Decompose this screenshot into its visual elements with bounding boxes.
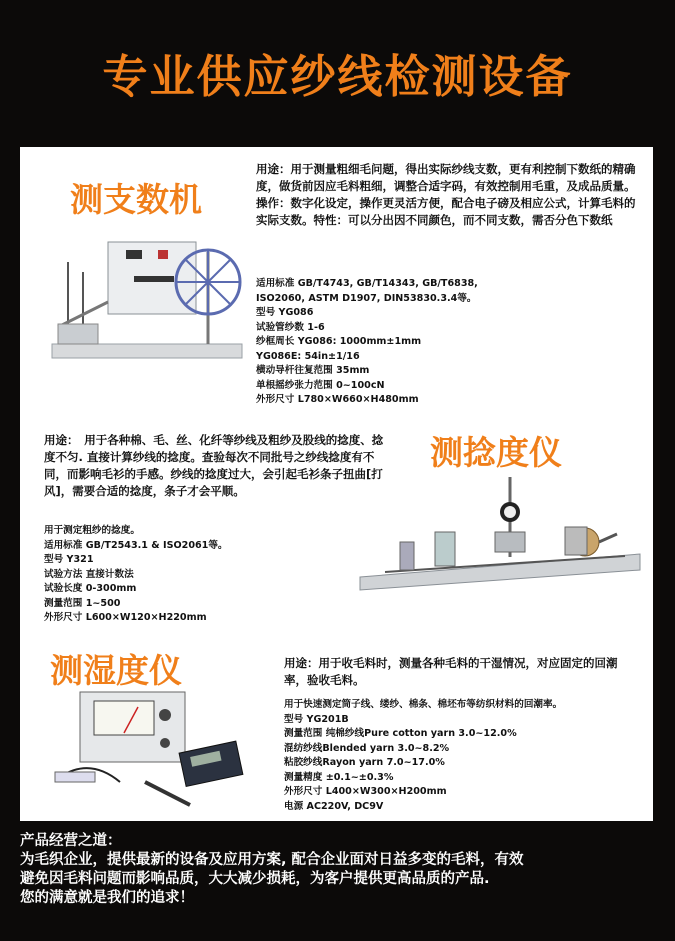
spec-line: 用于测定粗纱的捻度。 (44, 525, 140, 536)
spec-line: 型号 Y321 (44, 554, 94, 565)
spec-line: 试验长度 0-300mm (44, 583, 137, 594)
yarn-count-machine-image (38, 232, 248, 367)
spec-line: 混纺纱线Blended yarn 3.0~8.2% (284, 742, 450, 754)
spec-line: 外形尺寸 L600×W120×H220mm (44, 612, 207, 623)
spec-line: 适用标准 GB/T2543.1 & ISO2061等。 (44, 539, 228, 551)
section-paragraph: 用途： 用于各种棉、毛、丝、化纤等纱线及粗纱及股线的捻度、捻度不匀. 直接计算纱线的捻度。查验每次不同批号之纱线捻度有不同，而影响毛衫的手感。纱线的捻度过大，会引起毛衫条子扭曲[打风]，需要合适的捻度，条子才会平顺。 (44, 433, 384, 498)
moisture-meter-image (50, 687, 270, 812)
section-title-twist-tester: 测捻度仪 (430, 433, 562, 472)
page-title: 专业供应纱线检测设备 (102, 50, 573, 103)
spec-line: 测量范围 纯棉纱线Pure cotton yarn 3.0~12.0% (284, 728, 517, 739)
content-panel (20, 147, 653, 821)
spec-list (256, 277, 478, 408)
footer-line: 为毛织企业，提供最新的设备及应用方案, 配合企业面对日益多变的毛料，有效 (20, 852, 524, 868)
twist-tester-image (355, 472, 645, 592)
spec-list (284, 698, 562, 814)
spec-line: 电源 AC220V, DC9V (284, 800, 384, 812)
spec-line: 纱框周长 YG086: 1000mm±1mm (256, 336, 422, 347)
spec-line: ISO2060, ASTM D1907, DIN53830.3.4等。 (256, 292, 477, 304)
spec-line: 横动导杆往复范围 35mm (256, 365, 370, 376)
spec-line: 测量精度 ±0.1~±0.3% (284, 771, 394, 783)
spec-line: 外形尺寸 L400×W300×H200mm (284, 786, 447, 797)
section-paragraph: 用途：用于收毛料时，测量各种毛料的干湿情况，对应固定的回潮率，验收毛料。 (284, 656, 618, 687)
spec-line: 外形尺寸 L780×W660×H480mm (256, 394, 419, 405)
spec-line: 型号 YG086 (256, 307, 314, 318)
section-paragraph: 用途：用于测量粗细毛问题，得出实际纱线支数，更有利控制下数纸的精确度，做货前因应毛料粗细，调整合适字码，有效控制用毛重，及成品质量。操作：数字化设定，操作更灵活方便，配合电子磅及相应公式，计算毛料的实际支数。特性：可以分出因不同颜色，而不同支数，需否分色下数纸 (256, 162, 636, 227)
spec-line: 型号 YG201B (284, 713, 349, 725)
footer (20, 832, 524, 908)
spec-line: YG086E: 54in±1/16 (256, 350, 360, 362)
spec-line: 试验管纱数 1-6 (256, 321, 325, 333)
spec-line: 试验方法 直接计数法 (44, 568, 134, 580)
footer-line: 产品经营之道： (20, 833, 122, 849)
spec-line: 用于快速测定筒子线、缕纱、棉条、棉坯布等纺织材料的回潮率。 (284, 699, 563, 710)
spec-line: 适用标准 GB/T4743, GB/T14343, GB/T6838, (256, 278, 478, 289)
footer-line: 避免因毛料问题而影响品质，大大减少损耗，为客户提供更高品质的产品. (20, 871, 490, 887)
spec-line: 粘胶纱线Rayon yarn 7.0~17.0% (284, 757, 445, 768)
section-title-moisture-meter: 测湿度仪 (50, 651, 182, 690)
spec-line: 测量范围 1~500 (44, 597, 121, 609)
spec-list (44, 524, 228, 626)
section-title-yarn-count-machine: 测支数机 (70, 180, 202, 219)
footer-line: 您的满意就是我们的追求！ (20, 890, 194, 906)
spec-line: 单根摇纱张力范围 0~100cN (256, 379, 385, 391)
